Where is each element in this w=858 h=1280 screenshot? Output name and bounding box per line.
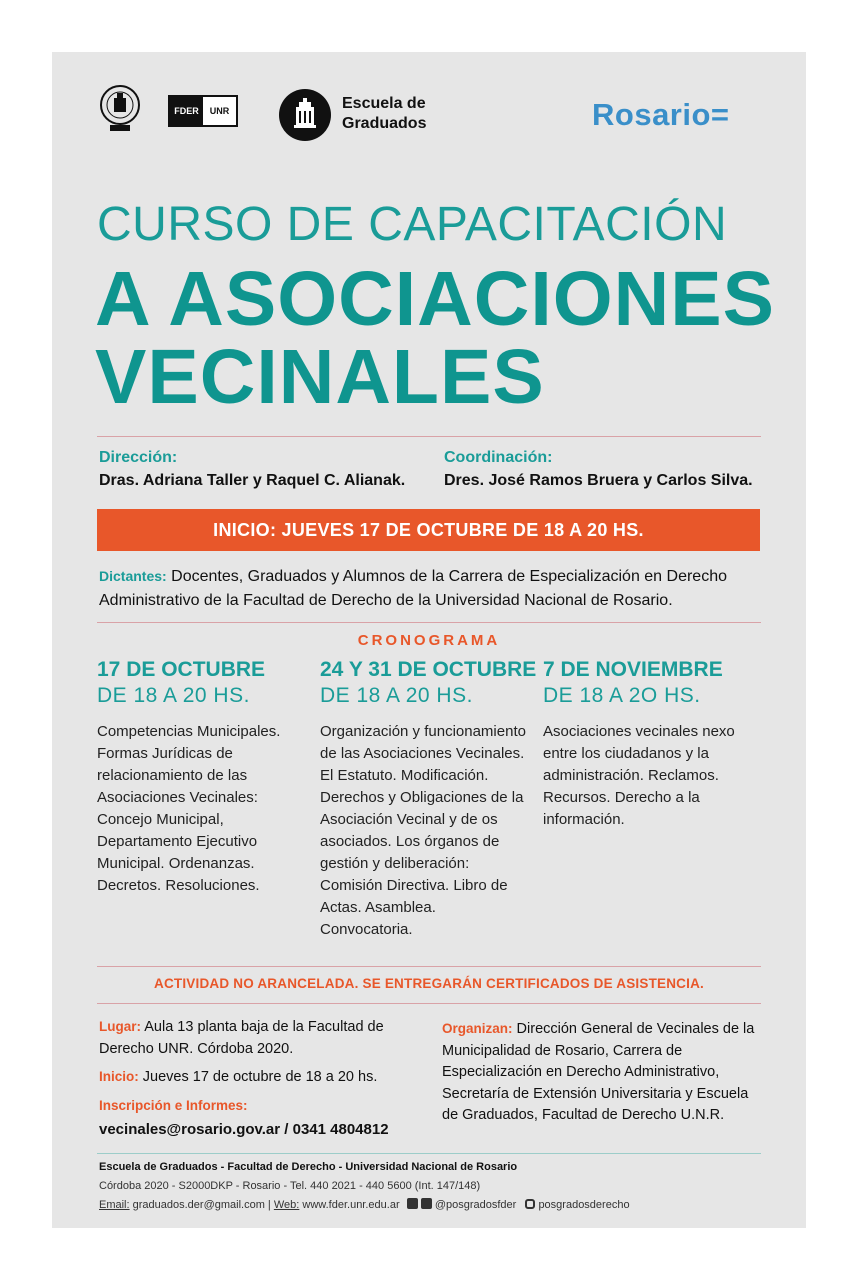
unr-seal-icon xyxy=(100,85,140,139)
inscripcion-contact[interactable]: vecinales@rosario.gov.ar / 0341 4804812 xyxy=(99,1120,389,1138)
title-line2: A ASOCIACIONES xyxy=(95,256,775,342)
divider xyxy=(97,622,761,623)
inscripcion-label: Inscripción e Informes: xyxy=(99,1098,248,1113)
organizan-label: Organizan: xyxy=(442,1021,513,1036)
free-activity-note: ACTIVIDAD NO ARANCELADA. SE ENTREGARÁN CERTIFICADOS DE ASISTENCIA. xyxy=(154,976,704,991)
footer-line3 xyxy=(99,1196,779,1215)
escuela-line1: Escuela de xyxy=(342,95,426,112)
title-line3: VECINALES xyxy=(95,334,545,420)
rosario-equals-mark: = xyxy=(710,97,730,132)
session-date: 24 Y 31 DE OCTUBRE xyxy=(320,658,537,681)
direccion-label: Dirección: xyxy=(99,449,178,466)
footer-separator: | xyxy=(267,1199,271,1211)
direccion-value: Dras. Adriana Taller y Raquel C. Alianak. xyxy=(99,472,406,489)
inicio-block xyxy=(99,1066,419,1089)
divider xyxy=(97,436,761,437)
rosario-logo xyxy=(592,97,730,133)
inicio-label: Inicio: xyxy=(99,1069,139,1084)
session-date: 7 DE NOVIEMBRE xyxy=(543,658,723,681)
rosario-wordmark: Rosario xyxy=(592,97,711,132)
start-date-banner: INICIO: JUEVES 17 DE OCTUBRE DE 18 A 20 HS. xyxy=(97,509,760,551)
divider xyxy=(97,1003,761,1004)
instagram-icon[interactable] xyxy=(525,1199,535,1209)
organizan-block xyxy=(442,1018,762,1127)
footer-email-label: Email: xyxy=(99,1199,130,1211)
divider xyxy=(97,966,761,967)
dictantes-text: Docentes, Graduados y Alumnos de la Carrera de Especialización en Derecho Administrativo de la Facultad de Derecho de la Universidad Nacional de Rosario. xyxy=(99,568,727,609)
twitter-icon[interactable] xyxy=(421,1198,432,1209)
escuela-graduados-logo-text xyxy=(342,94,426,134)
footer-line1 xyxy=(99,1158,779,1177)
unr-label: UNR xyxy=(203,97,236,125)
footer xyxy=(99,1158,779,1215)
footer-web[interactable]: www.fder.unr.edu.ar xyxy=(302,1199,400,1211)
inicio-value: Jueves 17 de octubre de 18 a 20 hs. xyxy=(142,1069,378,1085)
escuela-line2: Graduados xyxy=(342,115,427,132)
fder-unr-logo xyxy=(168,95,238,127)
coordinacion-label: Coordinación: xyxy=(444,449,553,466)
session-date: 17 DE OCTUBRE xyxy=(97,658,266,681)
coordinacion-block xyxy=(444,449,753,490)
footer-line2: Córdoba 2020 - S2000DKP - Rosario - Tel. 440 2021 - 440 5600 (Int. 147/148) xyxy=(99,1180,481,1192)
lugar-label: Lugar: xyxy=(99,1019,141,1034)
session-hours: DE 18 A 20 HS. xyxy=(97,684,250,707)
escuela-graduados-icon xyxy=(279,89,331,141)
organizan-value: Dirección General de Vecinales de la Municipalidad de Rosario, Carrera de Especialización en Derecho Administrativo, Secretaría de Extensión Universitaria y Escuela de Graduados, Facultad de Derecho U.N.R. xyxy=(442,1021,755,1123)
title-line1: CURSO DE CAPACITACIÓN xyxy=(97,198,728,251)
session-hours: DE 18 A 2O HS. xyxy=(543,684,701,707)
coordinacion-value: Dres. José Ramos Bruera y Carlos Silva. xyxy=(444,472,753,489)
divider xyxy=(97,1153,761,1154)
footer-email[interactable]: graduados.der@gmail.com xyxy=(132,1199,265,1211)
lugar-block xyxy=(99,1016,419,1060)
footer-instagram-handle[interactable]: posgradosderecho xyxy=(538,1199,630,1211)
lugar-value: Aula 13 planta baja de la Facultad de Derecho UNR. Córdoba 2020. xyxy=(99,1019,384,1057)
session-topics: Organización y funcionamiento de las Asociaciones Vecinales. El Estatuto. Modificación. Derechos y Obligaciones de la Asociación Vecinal y de os asociados. Los órganos de gestión y deliberación: Comisión Directiva. Libro de Actas. Asamblea. Convocatoria. xyxy=(320,723,526,938)
inscripcion-block xyxy=(99,1095,429,1140)
cronograma-title: CRONOGRAMA xyxy=(357,632,501,649)
session-column xyxy=(543,658,758,831)
dictantes-paragraph xyxy=(99,564,769,613)
footer-social-handle[interactable]: @posgradosfder xyxy=(434,1199,517,1211)
poster xyxy=(52,52,806,1228)
session-topics: Competencias Municipales. Formas Jurídicas de relacionamiento de las Asociaciones Vecinales: Concejo Municipal, Departamento Ejecutivo Municipal. Ordenanzas. Decretos. Resoluciones. xyxy=(97,723,281,894)
session-column xyxy=(97,658,312,897)
footer-institution: Escuela de Graduados - Facultad de Derecho - Universidad Nacional de Rosario xyxy=(99,1161,518,1173)
title-main xyxy=(95,256,775,420)
direccion-block xyxy=(99,449,405,490)
facebook-icon[interactable] xyxy=(407,1198,418,1209)
footer-web-label: Web: xyxy=(273,1199,300,1211)
session-hours: DE 18 A 20 HS. xyxy=(320,684,473,707)
session-column xyxy=(320,658,535,941)
fder-label: FDER xyxy=(170,97,203,125)
dictantes-label: Dictantes: xyxy=(99,568,167,584)
session-topics: Asociaciones vecinales nexo entre los ciudadanos y la administración. Reclamos. Recursos. Derecho a la información. xyxy=(543,723,735,828)
